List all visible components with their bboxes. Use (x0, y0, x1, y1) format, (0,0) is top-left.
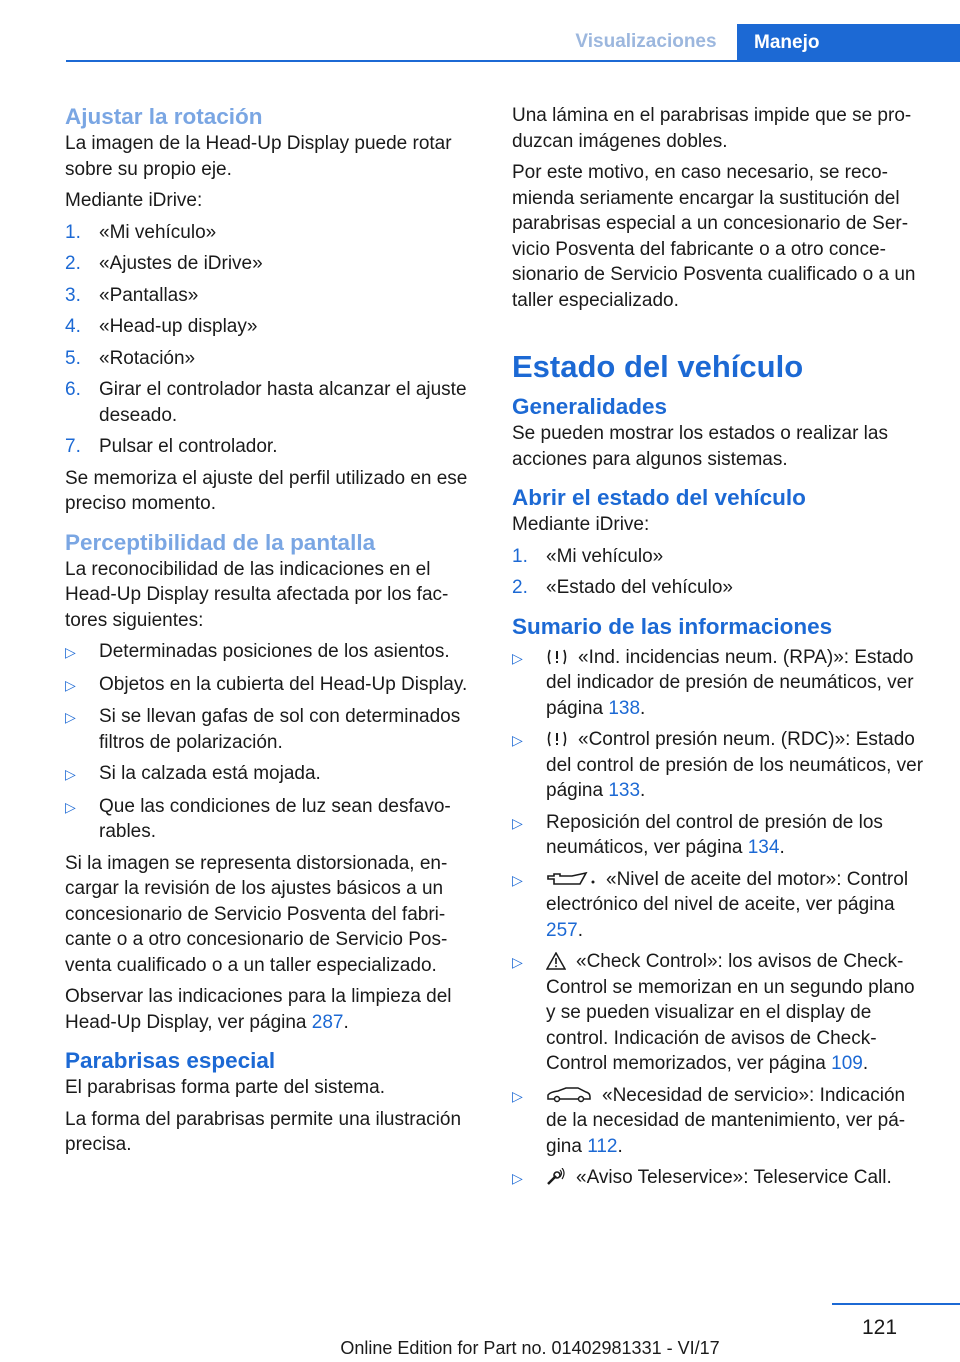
page-link[interactable]: 287 (311, 1011, 344, 1033)
triangle-bullet-icon: ▷ (512, 954, 523, 970)
list-item: 1. «Mi vehículo» (65, 221, 217, 243)
steps-list (512, 544, 927, 601)
heading-perceptibilidad: Perceptibilidad de la pantalla (65, 529, 376, 555)
tire-pressure-icon (546, 730, 568, 748)
page-link[interactable]: 257 (546, 919, 578, 941)
paragraph: Mediante iDrive: (65, 190, 203, 211)
heading-abrir-estado: Abrir el estado del vehículo (512, 485, 806, 510)
bullet-list (65, 639, 479, 845)
list-item: ▷ Si se llevan gafas de sol con determinados filtros de polarización. (65, 704, 479, 755)
heading-ajustar-rotacion: Ajustar la rotación (65, 104, 263, 129)
triangle-bullet-icon: ▷ (512, 649, 523, 666)
oil-can-icon (546, 870, 596, 888)
list-item: ▷ Determinadas posiciones de los asientos. (65, 639, 479, 666)
page-header (0, 24, 960, 62)
page-link[interactable]: 133 (608, 780, 641, 801)
paragraph: La imagen de la Head-Up Display puede rotar sobre su propio eje. (65, 133, 452, 180)
list-item: 6. Girar el controlador hasta alcanzar el ajuste deseado. (65, 379, 467, 426)
right-column (512, 103, 927, 1198)
triangle-bullet-icon: ▷ (512, 871, 523, 888)
list-item: 5. «Rotación» (65, 347, 196, 369)
list-item: 3. «Pantallas» (65, 284, 199, 306)
list-item: ▷ «Control presión neum. (RDC)»: Estado del control de presión de los neumáticos, ver página 133. (512, 727, 927, 804)
info-list (512, 645, 927, 1192)
paragraph: Mediante iDrive: (512, 514, 650, 535)
page-link[interactable]: 112 (587, 1135, 618, 1157)
triangle-bullet-icon: ▷ (65, 766, 76, 782)
paragraph: Una lámina en el parabrisas impide que se produzcan imágenes dobles. (512, 105, 912, 152)
paragraph: Se memoriza el ajuste del perfil utilizado en ese preciso momento. (65, 467, 468, 514)
list-item: ▷ Objetos en la cubierta del Head-Up Display. (65, 672, 479, 699)
list-item: 4. «Head-up display» (65, 316, 258, 337)
list-item: 1. «Mi vehículo» (512, 545, 664, 567)
list-item: ▷ Reposición del control de presión de los neumáticos, ver página 134. (512, 810, 927, 861)
list-item: ▷ «Check Control»: los avisos de Check-Control se memorizan en un segundo plano y se pueden visualizar en el display de control. Indicación de avisos de Check-Control memorizados, ver página 109. (512, 949, 927, 1077)
paragraph: Por este motivo, en caso necesario, se recomienda seriamente encargar la sustitución del parabrisas especial a un concesionario de Servicio Posventa del fabricante o a otro concesionario de Servicio Posventa cualificado o a un taller especializado. (512, 162, 916, 311)
triangle-bullet-icon: ▷ (512, 814, 523, 831)
wrench-signal-icon (546, 1168, 566, 1186)
edition-footer: Online Edition for Part no. 01402981331 - VI/17 (340, 1338, 720, 1358)
header-rule (66, 60, 960, 62)
left-column (65, 103, 479, 1164)
triangle-bullet-icon: ▷ (65, 798, 76, 815)
paragraph: Si la imagen se representa distorsionada, encargar la revisión de los ajustes básicos a un concesionario de Servicio Posventa del fabricante o a otro concesionario de Servicio Posventa cualificado o a un taller especializado. (65, 852, 448, 976)
list-item: ▷ «Aviso Teleservice»: Teleservice Call. (512, 1165, 927, 1192)
warning-triangle-icon (546, 952, 566, 970)
paragraph: Observar las indicaciones para la limpieza del Head-Up Display, ver página 287. (65, 986, 452, 1033)
page-number: 121 (862, 1316, 898, 1339)
triangle-bullet-icon: ▷ (512, 1087, 523, 1104)
triangle-bullet-icon: ▷ (65, 709, 76, 725)
heading-parabrisas-especial: Parabrisas especial (65, 1048, 276, 1073)
list-item: ▷ «Nivel de aceite del motor»: Control electrónico del nivel de aceite, ver página 257. (512, 867, 927, 944)
tire-pressure-icon (546, 648, 568, 666)
tab-visualizaciones[interactable]: Visualizaciones (575, 31, 717, 52)
list-item: 2. «Ajustes de iDrive» (65, 253, 263, 274)
service-car-icon (546, 1086, 592, 1104)
list-item: ▷ «Ind. incidencias neum. (RPA)»: Estado del indicador de presión de neumáticos, ver página 138. (512, 645, 927, 722)
tab-manejo[interactable]: Manejo (737, 24, 960, 62)
triangle-bullet-icon: ▷ (65, 676, 76, 693)
list-item: 2. «Estado del vehículo» (512, 577, 733, 598)
triangle-bullet-icon: ▷ (512, 1170, 523, 1186)
triangle-bullet-icon: ▷ (65, 644, 76, 660)
page-link[interactable]: 134 (747, 837, 780, 858)
paragraph: Se pueden mostrar los estados o realizar las acciones para algunos sistemas. (512, 423, 888, 470)
paragraph: La reconocibilidad de las indicaciones en el Head-Up Display resulta afectada por los factores siguientes: (65, 558, 449, 631)
steps-list (65, 220, 479, 460)
page-link[interactable]: 138 (608, 697, 641, 719)
list-item: ▷ «Necesidad de servicio»: Indicación de la necesidad de mantenimiento, ver página 112. (512, 1083, 927, 1160)
heading-sumario: Sumario de las informaciones (512, 613, 833, 639)
page-link[interactable]: 109 (831, 1053, 863, 1074)
paragraph: El parabrisas forma parte del sistema. (65, 1077, 385, 1098)
list-item: ▷ Si la calzada está mojada. (65, 761, 479, 788)
heading-estado-vehiculo: Estado del vehículo (512, 349, 804, 384)
footer-rule (832, 1303, 960, 1305)
paragraph: La forma del parabrisas permite una ilustración precisa. (65, 1108, 462, 1155)
list-item: 7. Pulsar el controlador. (65, 436, 278, 457)
list-item: ▷ Que las condiciones de luz sean desfavorables. (65, 794, 479, 845)
triangle-bullet-icon: ▷ (512, 732, 523, 748)
heading-generalidades: Generalidades (512, 394, 668, 419)
